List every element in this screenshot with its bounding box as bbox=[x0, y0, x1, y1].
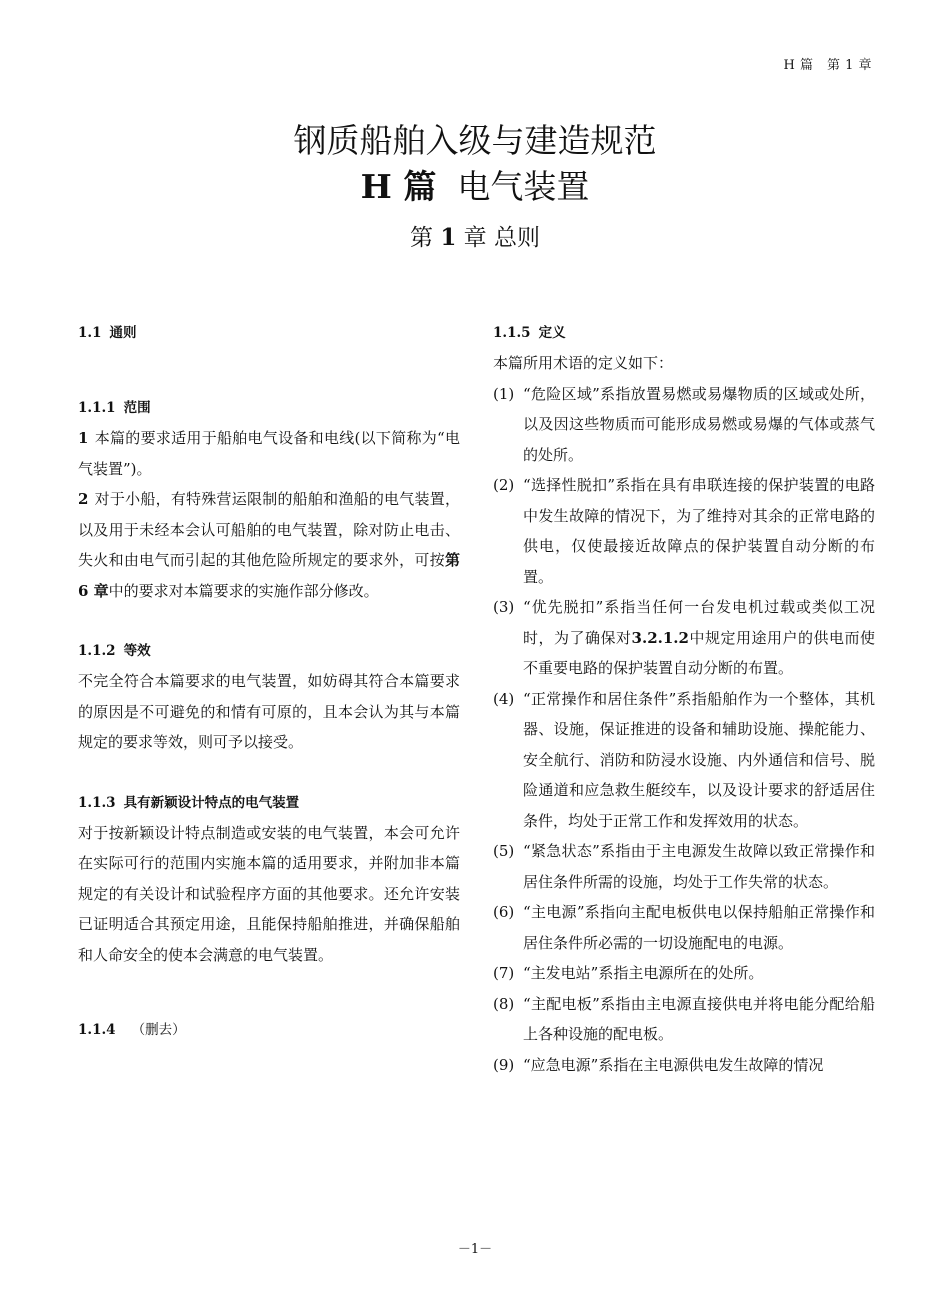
definitions-intro: 本篇所用术语的定义如下： bbox=[493, 354, 674, 372]
item-text: “主发电站”系指主电源所在的处所。 bbox=[523, 964, 764, 982]
section-title: 范围 bbox=[123, 400, 151, 416]
item-text: “应急电源”系指在主电源供电发生故障的情况 bbox=[523, 1055, 824, 1074]
right-column bbox=[493, 318, 875, 1080]
paragraph-2 bbox=[78, 484, 460, 606]
section-heading-1-1-4 bbox=[78, 1015, 460, 1045]
section-number: 1.1 bbox=[78, 325, 102, 341]
section-title: 定义 bbox=[538, 325, 566, 341]
part-name: 电气装置 bbox=[457, 167, 590, 206]
list-item bbox=[493, 836, 875, 897]
item-text bbox=[523, 592, 875, 684]
item-text-part: “优先脱扣”系指当任何一台发电机过载或类似工况时，为了确保对 bbox=[523, 598, 875, 647]
item-marker: (7) bbox=[493, 964, 515, 982]
paragraph-text: 本篇的要求适用于船舶电气设备和电线(以下简称为“电气装置”)。 bbox=[78, 429, 460, 478]
section-heading-1-1-3 bbox=[78, 788, 460, 818]
title-block bbox=[0, 118, 950, 258]
section-heading-1-1-1 bbox=[78, 393, 460, 423]
page-number: －1－ bbox=[457, 1242, 493, 1257]
section-number: 1.1.5 bbox=[493, 325, 531, 341]
item-marker: (6) bbox=[493, 903, 515, 921]
part-code: H 篇 bbox=[360, 167, 437, 206]
item-text: “紧急状态”系指由于主电源发生故障以致正常操作和居住条件所需的设施，均处于工作失常的状态。 bbox=[523, 842, 875, 891]
list-item bbox=[493, 1050, 875, 1081]
list-item bbox=[493, 592, 875, 684]
item-marker: (2) bbox=[493, 476, 515, 494]
paragraph-equivalence: 不完全符合本篇要求的电气装置，如妨碍其符合本篇要求的原因是不可避免的和情有可原的，且本会认为其与本篇规定的要求等效，则可予以接受。 bbox=[78, 672, 460, 751]
item-marker: (8) bbox=[493, 994, 515, 1013]
item-text: “正常操作和居住条件”系指船舶作为一个整体，其机器、设施，保证推进的设备和辅助设施、操舵能力、安全航行、消防和防浸水设施、内外通信和信号、脱险通道和应急救生艇绞车，以及设计要求的舒适居住条件，均处于正常工作和发挥效用的状态。 bbox=[523, 689, 875, 830]
list-item bbox=[493, 379, 875, 471]
paragraph-number: 1 bbox=[78, 429, 89, 447]
list-item bbox=[493, 684, 875, 837]
item-marker: (5) bbox=[493, 842, 515, 860]
section-title: 通则 bbox=[109, 325, 137, 341]
regulation-title: 钢质船舶入级与建造规范 bbox=[293, 121, 657, 160]
clause-reference: 3.2.1.2 bbox=[631, 628, 689, 647]
chapter-reference: 第 6 章 bbox=[78, 551, 460, 600]
running-head: H 篇 第 1 章 bbox=[783, 58, 872, 73]
part-title bbox=[0, 164, 950, 210]
list-item bbox=[493, 989, 875, 1050]
item-text: “主配电板”系指由主电源直接供电并将电能分配给船上各种设施的配电板。 bbox=[523, 994, 875, 1043]
list-item bbox=[493, 897, 875, 958]
item-marker: (9) bbox=[493, 1055, 515, 1074]
item-text-part: 中规定用途用户的供电而使不重要电路的保护装置自动分断的布置。 bbox=[523, 628, 875, 677]
chapter-title bbox=[0, 218, 950, 258]
item-text: “选择性脱扣”系指在具有串联连接的保护装置的电路中发生故障的情况下，为了维持对其余的正常电路的供电，仅使最接近故障点的保护装置自动分断的布置。 bbox=[523, 476, 875, 586]
chapter-suffix: 章 总则 bbox=[463, 225, 540, 251]
section-title: 等效 bbox=[123, 643, 151, 659]
item-text: “主电源”系指向主配电板供电以保持船舶正常操作和居住条件所必需的一切设施配电的电源。 bbox=[523, 903, 875, 952]
left-column bbox=[78, 318, 460, 1045]
section-title: 具有新颖设计特点的电气装置 bbox=[123, 794, 300, 811]
item-marker: (4) bbox=[493, 689, 515, 708]
paragraph-novel-design: 对于按新颖设计特点制造或安装的电气装置，本会可允许在实际可行的范围内实施本篇的适用要求，并附加非本篇规定的有关设计和试验程序方面的其他要求。还允许安装已证明适合其预定用途，且能保持船舶推进，并确保船舶和人命安全的使本会满意的电气装置。 bbox=[78, 823, 460, 964]
section-number: 1.1.2 bbox=[78, 643, 116, 659]
paragraph-number: 2 bbox=[78, 490, 89, 508]
paragraph-1 bbox=[78, 423, 460, 484]
item-marker: (3) bbox=[493, 598, 515, 616]
paragraph-text: 中的要求对本篇要求的实施作部分修改。 bbox=[108, 581, 379, 600]
chapter-prefix: 第 bbox=[410, 225, 434, 251]
section-number: 1.1.4 bbox=[78, 1022, 116, 1038]
item-text: “危险区域”系指放置易燃或易爆物质的区域或处所，以及因这些物质而可能形成易燃或易爆的气体或蒸气的处所。 bbox=[523, 384, 875, 464]
list-item bbox=[493, 958, 875, 989]
item-marker: (1) bbox=[493, 384, 515, 403]
deleted-note: （删去） bbox=[131, 1022, 186, 1038]
section-heading-1-1-5 bbox=[493, 318, 875, 348]
section-heading-1-1 bbox=[78, 318, 460, 348]
section-number: 1.1.1 bbox=[78, 400, 116, 416]
section-number: 1.1.3 bbox=[78, 794, 116, 811]
section-heading-1-1-2 bbox=[78, 636, 460, 666]
list-item bbox=[493, 470, 875, 592]
paragraph-text: 对于小船，有特殊营运限制的船舶和渔船的电气装置，以及用于未经本会认可船舶的电气装置，除对防止电击、失火和由电气而引起的其他危险所规定的要求外，可按 bbox=[78, 490, 460, 569]
chapter-number: 1 bbox=[440, 224, 457, 251]
